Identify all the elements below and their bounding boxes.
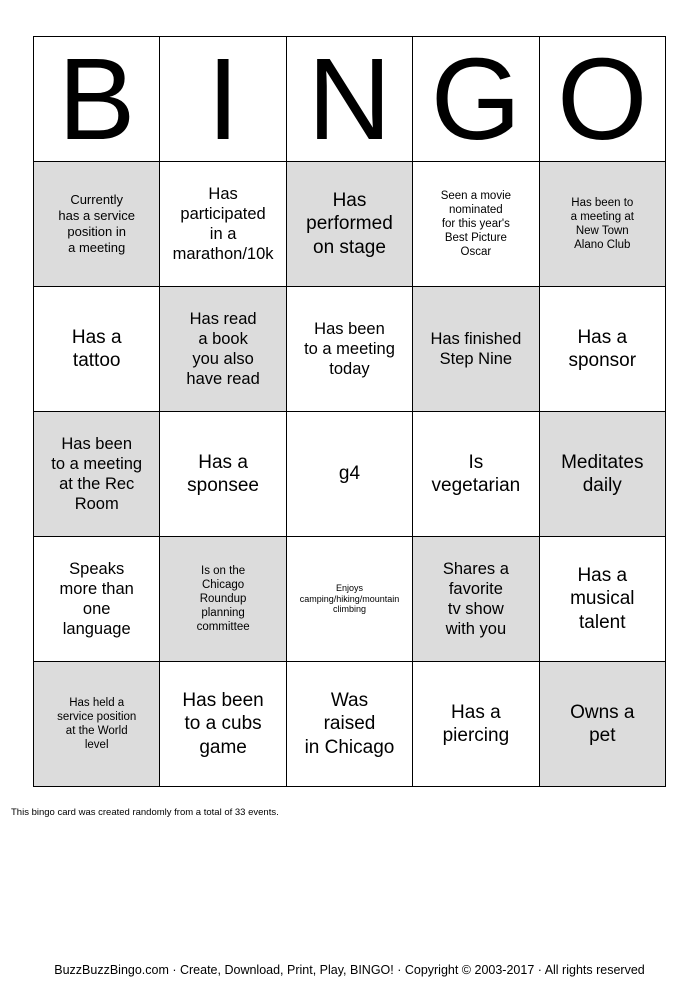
bingo-cell: Is vegetarian [413, 412, 539, 537]
bingo-cell: Has a tattoo [34, 287, 160, 412]
bingo-cell: Speaks more than one language [34, 537, 160, 662]
bingo-cell: Has been to a cubs game [160, 662, 286, 787]
bingo-cell: Has read a book you also have read [160, 287, 286, 412]
header-letter-i: I [160, 37, 286, 162]
page-footer: BuzzBuzzBingo.com · Create, Download, Print, Play, BINGO! · Copyright © 2003-2017 · All rights reserved [54, 963, 645, 977]
bingo-cell: Owns a pet [539, 662, 665, 787]
bingo-row [34, 287, 666, 412]
bingo-cell: Has held a service position at the World level [34, 662, 160, 787]
bingo-cell: Seen a movie nominated for this year's Best Picture Oscar [413, 162, 539, 287]
bingo-cell: Is on the Chicago Roundup planning committee [160, 537, 286, 662]
bingo-cell: Has a sponsee [160, 412, 286, 537]
header-letter-o: O [539, 37, 665, 162]
bingo-cell: Has participated in a marathon/10k [160, 162, 286, 287]
bingo-row [34, 162, 666, 287]
bingo-card [33, 36, 666, 787]
bingo-cell: Has a musical talent [539, 537, 665, 662]
bingo-cell: Has a piercing [413, 662, 539, 787]
bingo-cell: Has been to a meeting at New Town Alano Club [539, 162, 665, 287]
card-note: This bingo card was created randomly from a total of 33 events. [11, 807, 279, 818]
header-letter-g: G [413, 37, 539, 162]
bingo-header-row [34, 37, 666, 162]
bingo-cell: Enjoys camping/hiking/mountain climbing [286, 537, 412, 662]
bingo-cell: Has a sponsor [539, 287, 665, 412]
bingo-cell: Has finished Step Nine [413, 287, 539, 412]
bingo-cell: Shares a favorite tv show with you [413, 537, 539, 662]
bingo-cell: Currently has a service position in a meeting [34, 162, 160, 287]
bingo-cell: Has performed on stage [286, 162, 412, 287]
header-letter-b: B [34, 37, 160, 162]
bingo-cell: Has been to a meeting today [286, 287, 412, 412]
bingo-cell: Has been to a meeting at the Rec Room [34, 412, 160, 537]
bingo-cell: Meditates daily [539, 412, 665, 537]
bingo-row [34, 662, 666, 787]
bingo-row [34, 537, 666, 662]
bingo-row [34, 412, 666, 537]
bingo-cell: g4 [286, 412, 412, 537]
bingo-cell: Was raised in Chicago [286, 662, 412, 787]
header-letter-n: N [286, 37, 412, 162]
